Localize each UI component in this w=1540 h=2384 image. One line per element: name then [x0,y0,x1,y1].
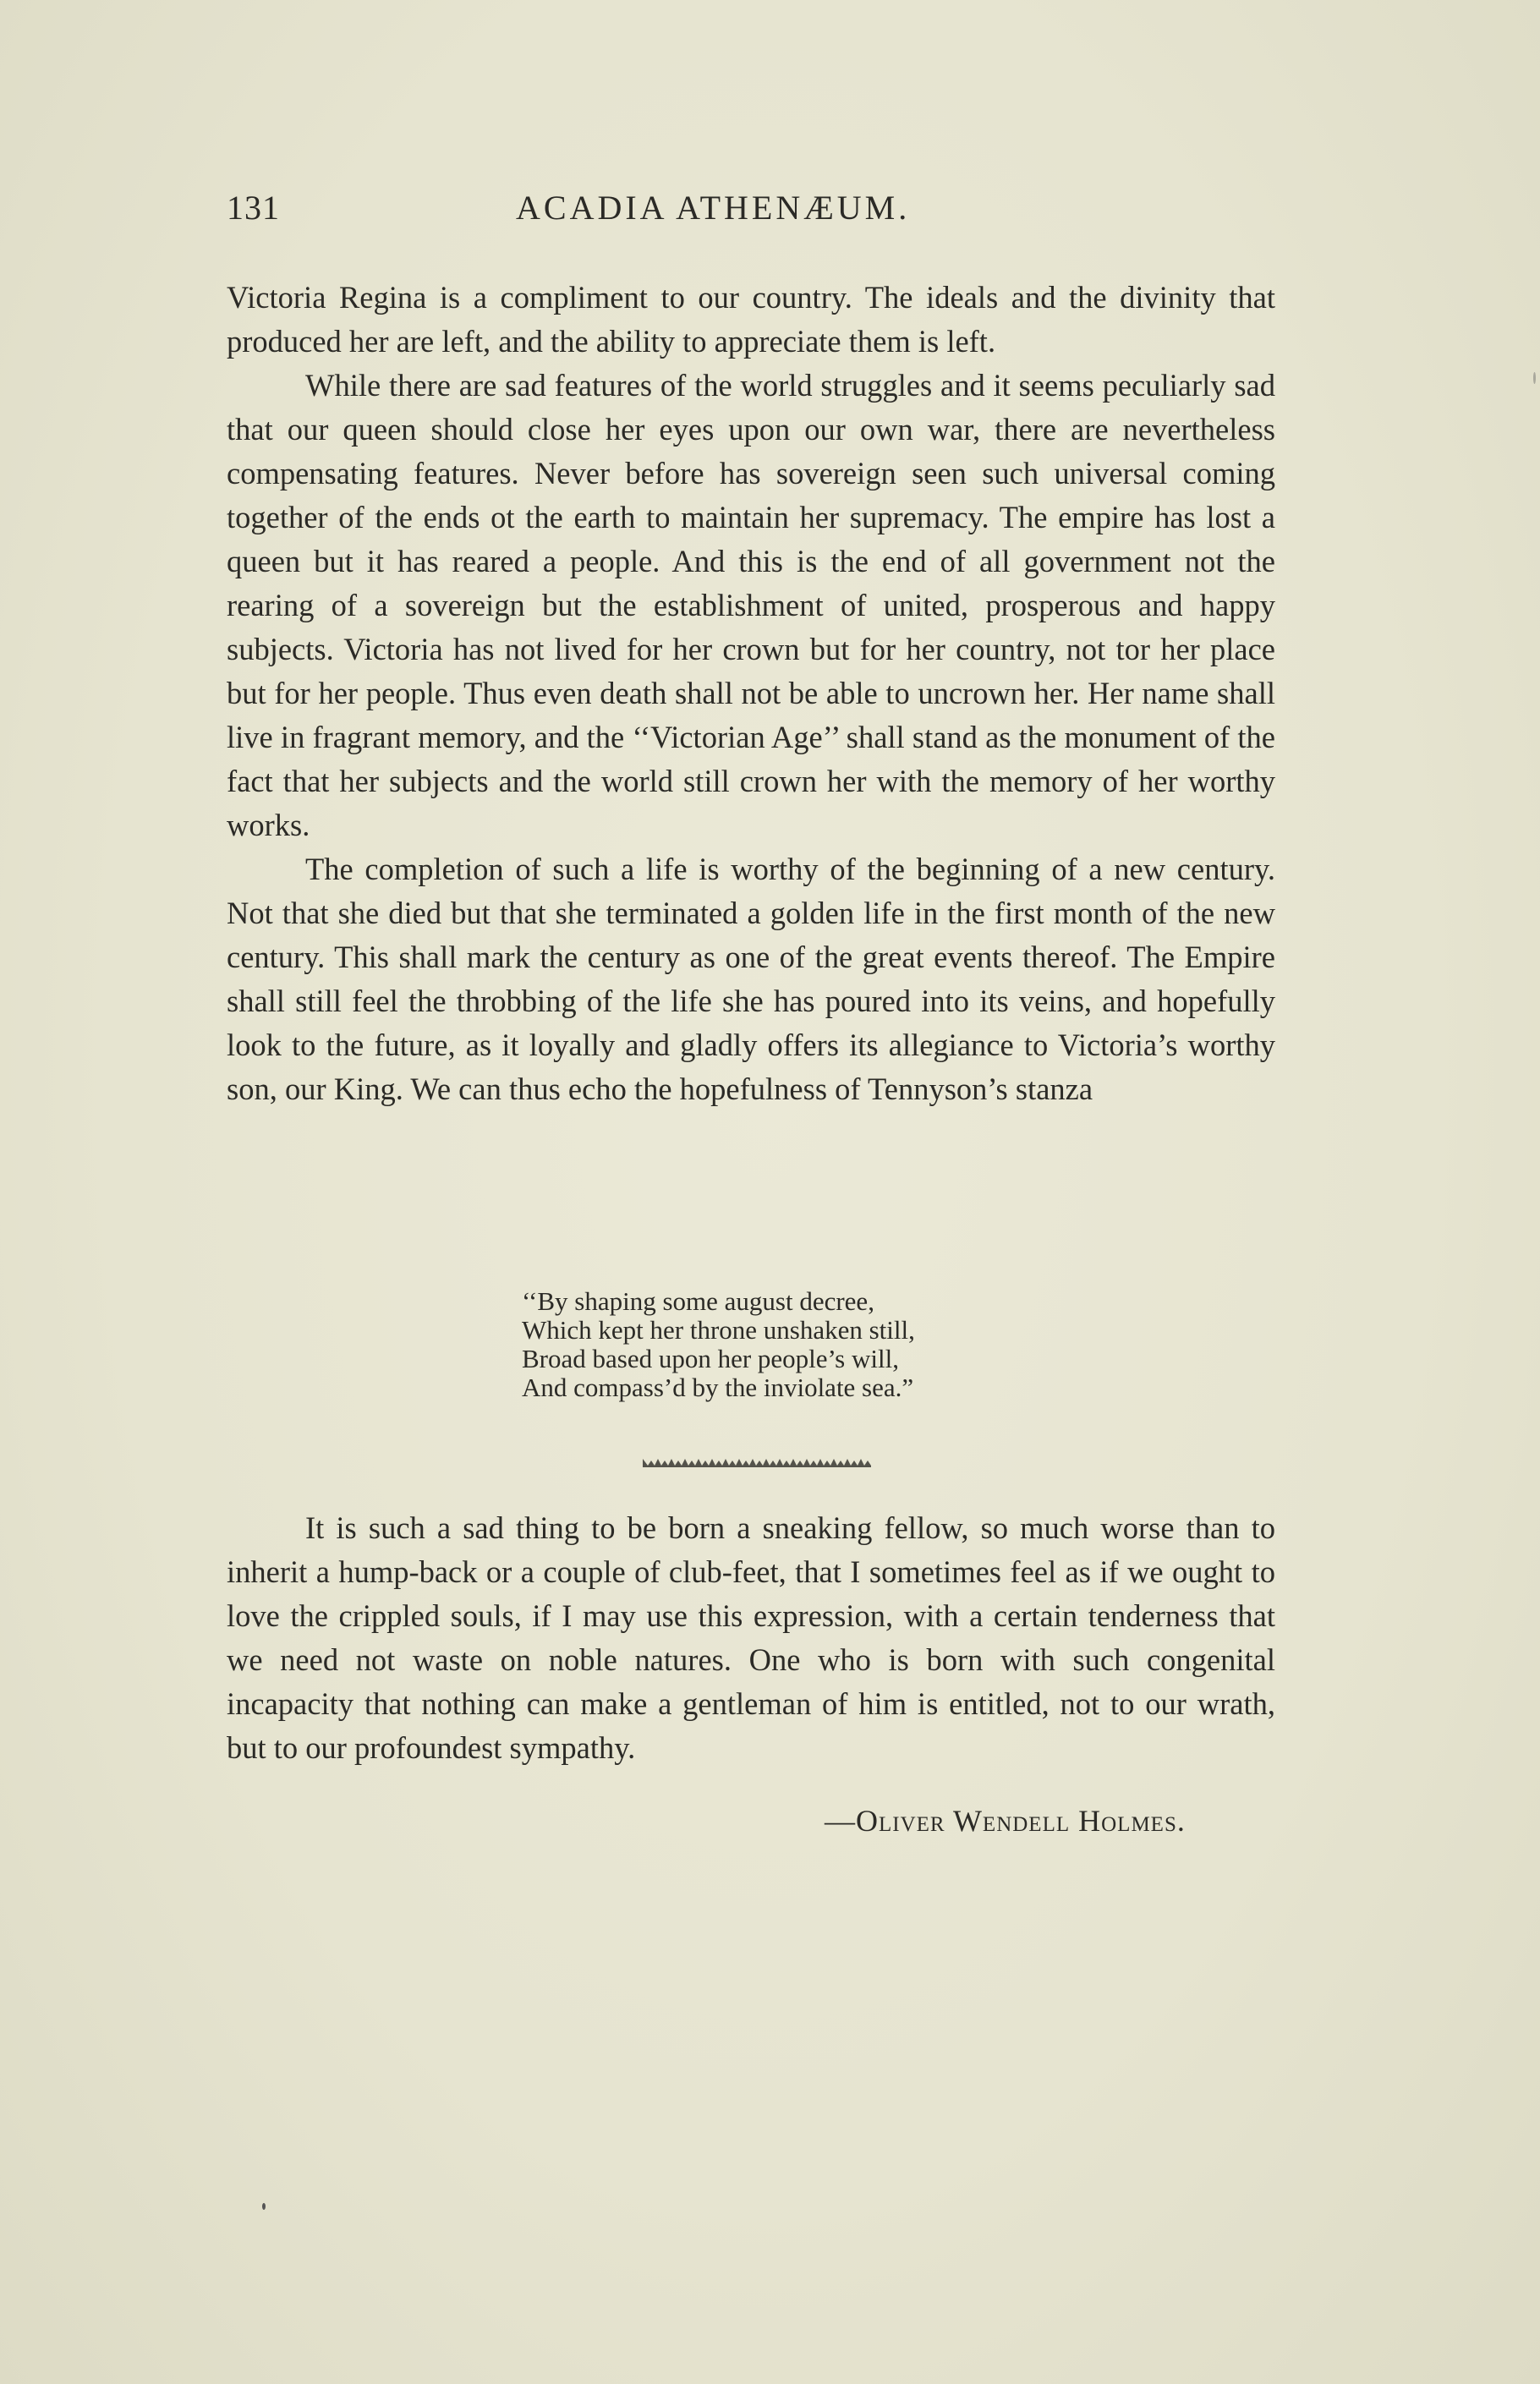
page-number: 131 [227,189,280,227]
poem-line: Broad based upon her people’s will, [522,1344,899,1373]
poem-stanza [522,1287,915,1402]
quotation-block [227,1506,1275,1770]
running-title: ACADIA ATHENÆUM. [516,189,911,227]
poem-line: And compass’d by the inviolate sea.” [522,1373,914,1402]
article-body [227,276,1275,1111]
paragraph-3: The completion of such a life is worthy of the beginning of a new century. Not that she died but that she terminated a golden life in the first month of the new century. This shall mark the century as one of the great events thereof. The Empire shall still feel the throbbing of the life she has poured into its veins, and hopefully look to the future, as it loyally and gladly offers its allegiance to Victoria’s worthy son, our King. We can thus echo the hopefulness of Tennyson’s stanza [227,852,1275,1106]
quotation-attribution: —Oliver Wendell Holmes. [825,1804,1186,1838]
paper-speck [262,2203,266,2210]
quotation-text: It is such a sad thing to be born a sneaking fellow, so much worse than to inherit a hump-back or a couple of club-feet, that I sometimes feel as if we ought to love the crippled souls, if I may use this expression, with a certain tenderness that we need not waste on noble natures. One who is born with such congenital incapacity that nothing can make a gentleman of him is entitled, not to our wrath, but to our profoundest sympathy. [227,1510,1275,1765]
section-divider-ornament [643,1456,871,1468]
paper-speck [1533,372,1536,384]
page-header [227,188,1275,238]
paragraph-2: While there are sad features of the world struggles and it seems peculiarly sad that our queen should close her eyes upon our own war, there are nevertheless compensating features. Never before has sovereign seen such universal coming together of the ends ot the earth to maintain her supremacy. The empire has lost a queen but it has reared a people. And this is the end of all government not the rearing of a sovereign but the establishment of united, prosperous and happy subjects. Victoria has not lived for her crown but for her country, not tor her place but for her people. Thus even death shall not be able to uncrown her. Her name shall live in fragrant memory, and the ‘‘Victorian Age’’ shall stand as the monument of the fact that her subjects and the world still crown her with the memory of her worthy works. [227,368,1275,842]
poem-line: ‘‘By shaping some august decree, [522,1286,874,1316]
poem-line: Which kept her throne unshaken still, [522,1315,915,1345]
paragraph-1: Victoria Regina is a compliment to our country. The ideals and the divinity that produced her are left, and the ability to appreciate them is left. [227,280,1275,359]
